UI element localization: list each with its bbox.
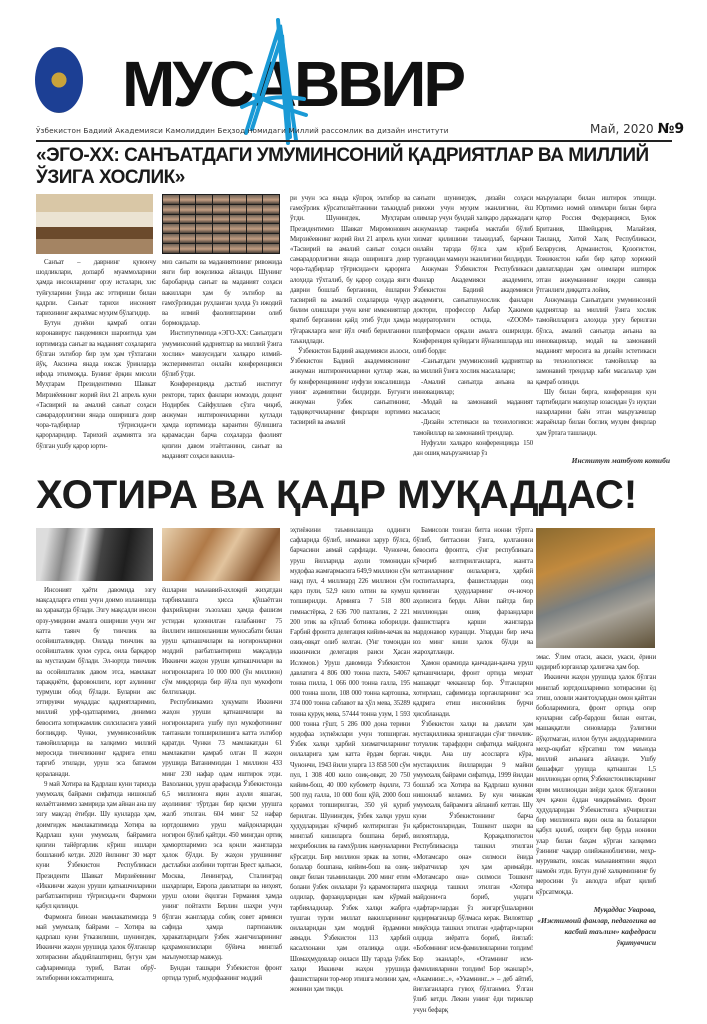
- paragraph: -Дизайн эстетикаси ва технологияси: тамойиллар ва замонавий трендлар.: [413, 419, 533, 437]
- veterans-bw-photo: [36, 528, 153, 581]
- sepia-family-photo: [162, 528, 280, 581]
- article1-column: [36, 258, 156, 452]
- paragraph: Анжуман Ўзбекистон Республикаси Фанлар Академияси академиги, Ўзбекистон Бадиий академияси академиги, санъатшунослик фанлари доктори, профессор Акбар Ҳакимов модераторлиги остида, «ZOOM» платформаси орқали амалга оширилди. Конференция қуйидаги йўналишларда иш олиб борди:: [413, 266, 533, 356]
- author-name: Муқаддас Уварова,: [593, 904, 656, 914]
- zoom-conference-photo: [162, 194, 280, 254]
- article2-headline: ХОТИРА ВА ҚАДР МУҚАДДАС!: [36, 473, 638, 517]
- article2-byline: [536, 904, 656, 948]
- paragraph: ёшларни маънавий-ахлоқий жиҳатдан тарбиялашга ҳисса қўшаётган фахрийларни эъзозлаш ҳамда фашизм устидан қозонилган ғалабанинг 75 йиллиги нишонланиши муносабати билан уруш қатнашчилари ва ногиронларини моддий рағбатлантириш мақсадида Иккинчи жаҳон уруши қатнашчилари ва ногиронларига 10 000 000 (ўн миллион) сўм миқдорида бир йўла пул мукофоти белгиланди.: [162, 587, 282, 697]
- masthead-subtitle: Ўзбекистон Бадиий Академияси Камолиддин Беҳзод номидаги Миллий рассомлик ва дизайн институти: [36, 126, 449, 135]
- paragraph: эҳтиёжини таъминлашда оддинги сафларида бўлиб, нимаики зарур бўлса, барчасини аямай сарфлади. Чунончи, уруш йилларида аҳоли томонидан мудофаа жамғармасига 649,9 миллион сўм нақд пул, 4 миллиард 226 миллион сўм қарз пули, 52,9 кило олтин ва кумуш топширилди. Армияга 7 518 800 гимнастёрка, 2 636 700 пахталик, 2 221 200 этик ва кўплаб ботинка юборилди. Ғарбий фронтга делегация кийим-кечак ва озиқ-овқат олиб келган. (Унг томондан иккинчиси делегация раиси Ҳасан Исломов.) Уруш давомида Ўзбекистон давлатига 4 806 000 тонна пахта, 54067 тонна пилла, 1 066 000 тонна ғалла, 195 000 тонна шоли, 108 000 тонна картошка, 374 000 тонна сабзавот ва ҳўл мева, 35289 тонна қуруқ мева, 57444 тонна узум, 1 593 000 тонна гўшт, 5 286 000 дона терини мудофаа эҳтиёжлари учун топширган. Ўзбек халқи ҳарбий хизматчиларнинг оилаларига ҳам катта ёрдам берган. Чунончи, 1943 йили уларга 13 858 500 сўм пул, 1 308 400 кило озиқ-овқат, 20 750 кийим-бош, 40 000 кубометр ёқилғи, 73 500 пуд ғалла, 10 000 бош қўй, 2000 бош қорамол топширилган, 350 уй қуриб берилган. Шунингдек, ўзбек халқи уруш ҳудудларидан кўчириб келтирилган ўн минглаб кишиларга бошпана бериб, меҳрибонлик ва ғамхўрлик намуналарини кўрсатди. Бир миллион эркак ва хотин, болалар бошпана, кийим-бош ва озиқ-овқат билан таъминланди. 200 минг етим болани ўзбек оилалари ўз қарамоғларига олдилар, фарзандларидан кам кўрмай тарбияладилар. Ўзбек халқи жабрга тушган турли миллат вакилларининг оилаларидан ҳам моддий ёрдамини аямади. Ўзбекистон 113 ҳарбий касалхонани ҳам оталиққа олди. Шомаҳмудовлар оиласи Шу тарзда ўзбек халқи Иккинчи жаҳон урушида фашистларни тор-мор этишга молини ҳам, жонини ҳам тикди.: [290, 527, 410, 994]
- article2-column: [536, 653, 656, 898]
- paragraph: -Амалий санъатда анъана ва инновациялар;: [413, 378, 533, 396]
- academy-seal-logo: [35, 47, 83, 113]
- paragraph: эмас. Ўлим отаси, акаси, укаси, ёрини қидириб юрганлар ҳалигача ҳам бор.: [536, 654, 656, 672]
- paragraph: Анжуманда Санъатдаги умуминсоний қадриятлар ва миллий ўзига хослик тамойилларига алоҳида урғу берилган бўлса, амалий санъатда анъана ва инновациялар, модай ва замонавий маданият меросига ва дизайн эстетикаси ва технологияси: тамойиллар ва замонавий трендлар каби масалалар ҳам қамраб олинди.: [536, 297, 656, 386]
- paragraph: маърузалари билан иштирок этишди. Юртимиз номий олимлари билан бирга қатор Россия Федерацияси, Буюк Британия, Швейцария, Малайзия, Таиланд, Хитой Халқ Республикаси, Беларусия, Арманистон, Қозоғистон, Тожикистон каби бир қатор хорижий давлатлардан ҳам олимлари иштирок этган анжуманнинг юқори савияда ўтганлиги диққатга лойиқ.: [536, 195, 656, 294]
- paragraph: Конференцияда дастлаб институт ректори, тарих фанлари номзоди, доцент Нодирбек Сайфуллаев сўзга чиқиб, анжуман иштирокчиларини қутлади ҳамда юртимизда карантин бўлишига қарамасдан барча соҳаларда фаолият қизғин давом этаётганини, санъат ва маданият соҳаси вакилла-: [162, 381, 282, 460]
- author-position: «Ижтимоий фанлар, педагогика ва касбий таълим» кафедраси ўқитувчиси: [537, 915, 656, 947]
- paragraph: Санъат – даврнинг қувончу шодликлари, долзарб муаммоларини ҳамда инсонларнинг орзу исталари, хис туйғуларини ўзида акс эттириши билан қадрли. Санъат тарихи инсоният тарихининг ажралмас муҳим бўлагидир.: [36, 259, 156, 318]
- article1-column: [290, 194, 410, 429]
- article1-column: [536, 194, 656, 439]
- masthead-title: МУСАВВИР: [122, 48, 464, 120]
- issue-date: Май, 2020: [590, 122, 654, 136]
- article1-headline: «ЭГО-ХХ: САНЪАТДАГИ УМУМИНСОНИЙ ҚАДРИЯТЛАР ВА МИЛЛИЙ ЎЗИГА ХОСЛИК»: [36, 145, 649, 188]
- article2-column: [290, 526, 410, 995]
- paragraph: Республикамиз ҳукумати Иккинчи жаҳон уруши қатнашчилари ва ногиронларига ушбу пул мукофотининг тантанали топширилишига катта эътибор қаратди. Чунки 73 мамлакатдан 61 мамлакатни қамраб олган II жаҳон урушида Ватанимиздан 1 миллион 433 минг 230 нафар одам иштирок этди. Вахоланки, уруш арафасида Ўзбекистонда 6,5 миллионга яқин аҳоли яшаган, аҳолининг тўртдан бир қисми урушга жалб этилган. 604 минг 52 нафар юртдошимиз уруш майдонларидан ногирон бўлиб қайтди. 450 мингдан ортиқ ҳамюртларимиз эса қонли жангларда ҳалок бўлди. Бу жаҳон урушининг дастлабки азобини тортган Брест қалъаси, Москва, Ленинград, Сталинград шаҳарлари, Европа давлатлари ва ниҳоят, уруш олови ёқилган Германия ҳамда унинг пойтахти Берлин шаҳри учун бўлган жангларда собиқ совет армияси сафида ҳамда партизанлик ҳаракатларидаги ўзбек жангчиларининг қаҳрамонликлари бўйича минглаб маълумотлар мавжуд.: [162, 699, 282, 962]
- article1-byline: Институт матбуот котиби: [571, 456, 670, 465]
- article2-column: [162, 586, 282, 984]
- paragraph: Ўзбекистон Бадиий академияси аъзоси, Ўзбекистон Бадиий академиясининг анжуман иштирокчиларини қутлар экан, бу конференциянинг нуфузи юксалишида унинг аҳамиятини билдирди. Бугунги анжуман ўзбек санъатининг, тадқиқотчиларнинг фикрлари юртимиз тасвирий ва амалий: [290, 348, 410, 427]
- conference-room-photo: [36, 194, 153, 254]
- paragraph: Инсоният ҳаёти давомида эзгу мақсадларга етиш учун доимо изланишда ва ҳаракатда бўлади. Эзгу мақсадли инсон орзу-умидини амалга ошириши учун энг катта таянч бу тинчлик ва осойишталикдир. Оилада тинчлик ва осойишталик ҳукм сурса, оила барқарор ва мустаҳкам бўлади. Эл-юртда тинчлик ва осойишталик давом этса, мамлакат тараққиёти, фаровонлиги, юрт аҳлининг турмуши обод бўлади. Буларни акс эттирувчи муқаддас қадриятларимиз, миллий урф-одатларимиз, динимиз бевосита хотиржамлик силсиласига узвий боғлиқдир. Чунки, умуминсонийлик тамойилларида ва халқимиз миллий меросида тинчликнинг қадрига етиш тарғиб этилади, уруш эса батамом қораланади.: [36, 587, 156, 778]
- issue-number: №9: [657, 121, 685, 137]
- paragraph: Ўзбекистон халқи ва давлати ҳам мустақилликка эришгандан сўнг тинчлик-тотувлик тарафдори сифатида майдонга чиқди. Ана шу асосларга кўра, мустақиллик йилларидан 9 майни умумхалқ байрами сифатида, 1999 йилдан бошлаб эса Хотира ва Қадрлаш кунини нишонлаб келамиз. Бу кун чинакам умумхалқ байрамига айланиб кетган. Шу куни Ўзбекистоннинг барча қабристонларидан, Тошкент шаҳри ва вилоятларда, Қорақалпоғистон Республикасида ташкил этилган «Мотамсаро она» силмоси ёнида зиёратчилар ҳеч ҳам аримайди. «Мотамсаро она» силмоси Тошкент шаҳрида ташкил этилган «Хотира майдони»га бориб, ундаги «дафтар»лардан ўз жигаргўшаларини қидирмаганлар бўлмаса керак. Вилоятлар миқёсида ташкил этилган «дафтар»ларни олдида зиёратга бориб, йиғлаб: «Бобомнинг исм-фамилияларини топдим! Бор эканлар!», «Отамнинг исм-фамилияларини топдим! Бор эканлар!», «Акамнинг...», «Укамнинг...» – деб айтиб, йиғлаганларга гувоҳ бўлганмиз. Ўлган ўлиб кетди. Лекин унинг ёди тириклар учун бефарқ: [413, 720, 533, 1014]
- paragraph: Ҳамон орамизда қанчадан-қанча уруш қатнашчилари, фронт ортида меҳнат машаққат чекканлар бор. Ўтганларни хотирлаш, сафимизда юрганларнинг эса қадрига етиш инсонийлик бурчи ҳисобланади.: [413, 659, 533, 718]
- paragraph: -Модай ва замонавий маданият масаласи;: [413, 399, 533, 417]
- masthead-divider: [36, 140, 672, 142]
- paragraph: санъати шунингдек, дизайн соҳаси ривожи учун муҳим эканлигини, ёш олимлар учун бундай халқаро даражадаги анжуманлар тажриба мактаби бўлиб хизмат қилишини таъкидлаб, барчани онлайн тарзда бўлса ҳам кўриб турганидан мамнун эканлигини билдирди.: [413, 195, 533, 264]
- article1-column: [162, 258, 282, 462]
- article1-column: [413, 194, 533, 459]
- paragraph: Фармонга биноан мамлакатимизда 9 май умумхалқ байрами – Хотира ва қадрлаш куни ўтказилиши, шунингдек, Иккинчи жаҳон урушида ҳалок бўлганлар хотирасини абадийлаштириш, бугун ҳам сафларимизда туриб, Ватан обрў-эътиборини юксалтиришга,: [36, 913, 156, 982]
- article2-column-with-byline: [536, 653, 656, 948]
- paragraph: 9 май Хотира ва Қадрлаш куни тарихда умумхалқ байрами сифатида нишонлаб келаётганимиз замирида ҳам айнан ана шу эзгу мақсад ётибди. Шу кунларда ҳам, доимгидек мамлакатимизда Хотира ва Қадрлаш куни умумхалқ байрамига қизғин тайёргарлик кўриш ишлари бошланиб кетди. 2020 йилнинг 30 март куни Ўзбекистон Республикаси Президенти Шавкат Мирзиёевнинг «Иккинчи жаҳон уруши қатнашчиларини рағбатлантириш тўғрисида»ги Фармони қабул қилинди.: [36, 780, 156, 911]
- article2-column: [413, 526, 533, 1016]
- masthead: [122, 40, 482, 124]
- grieving-mother-monument-photo: [536, 528, 655, 648]
- paragraph: -Санъатдаги умуминсоний қадриятлар ва миллий ўзига хослик масалалари;: [413, 358, 533, 376]
- paragraph: миз санъати ва маданиятининг ривожида янги бир воқеликка айланди. Шунинг баробарида санъат ва маданият соҳаси вакиллари ҳам бу эътибор ва ғамхўрликдан руҳланган ҳолда ўз ижодий ва илмий фаолиятларини олиб бормоқдалар.: [162, 259, 282, 328]
- paragraph: Иккинчи жаҳон урушида ҳалок бўлган минглаб юртдошларимиз хотирасини ёд этиш, оловли жанггоҳлардан омон қайтган боболаримизга, фронт ортида оғир кунларни сабр-бардош билан енгган, машаққатли синовларда ўзлигини йўқотмаган, иллои бутун аждодларимизга меҳр-оқибат кўрсатиш том маънода миллий анъанага айланди. Ушбу бешафқат урушда қатнашган 1,5 миллиондан ортиқ Ўзбекистонликларнинг ярим миллиондан зиёди ҳалок бўлганини ҳеч қачон ёддан чиқармаймиз. Фронт ҳудудларидан Ўзбекистонга кўчирилган бир миллионга яқин оила ва болаларни қабул қилиб, охирги бир бурда нонини улар билан баҳам кўрган халқимиз ўзининг чақдар олийжаноблигини, меҳр-муруввати, юксак маънавиятини яққол намоён этди. Бутун дунё халқимизнинг бу меросини ўз авлодга ибрат қилиб кўрсатмоқда.: [536, 674, 656, 896]
- issue-info: [590, 121, 684, 137]
- paragraph: ри учун эса янада кўпроқ эътибор ва ғамхўрлик кўрсатилаётганини таъкидлаб ўтди. Шунингдек, Муҳтарам Президентимиз Шавкат Миромонович Мирзиёевнинг жорий йил 21 апрель куни «Тасвирий ва амалий санъат соҳаси самарадорлигини янада оширишга доир чора-тадбирлар тўғрисида»ги қарорига алоҳида тўхталиб, бу қарор соҳада янги даврни бошлаб берганини, ёшларни тасвирий ва амалий соҳаларида чуқур билим олишлари учун кенг имкониятлар яратиб берганини қайд этиб ўтди ҳамда тўгаракларга кенг йўл очиб берилганини таъкидлади.: [290, 195, 410, 345]
- article2-column: [36, 586, 156, 984]
- paragraph: Институтимизда «ЭГО-ХХ: Санъатдаги умуминсоний қадриятлар ва миллий ўзига хослик» мавзусидаги халқаро илмий-экспериментал онлайн конференцияси бўлиб ўтди.: [162, 330, 282, 379]
- paragraph: Бундан ташқари Ўзбекистон фронт ортида туриб, мудофаанинг моддий: [162, 964, 282, 982]
- paragraph: Нуфузли халқаро конференцияда 150 дан ошиқ маърузачилар ўз: [413, 439, 533, 458]
- paragraph: Шу билан бирга, конференция кун тартибидаги мавзулар юзасидан ўз нуқтаи назарларини баён этган маърузачилар жараёнлар билан боғлиқ муҳим фикрлар ҳам ўртага ташланди.: [536, 388, 656, 437]
- paragraph: Бамисоли тонган битта нонни тўртга бўлиб, биттасини ўзига, қолганини бевосита фронтга, сўнг республикага кўчириб келтирилганларга, жангга кетганларнинг оилаларига, ҳарбий госпиталларга, фашистлардан озод қилинган ҳудудларнинг оч-ночор аҳолисига берди. Айни пайтда бир миллиондан ошиқ фарзандлари фашистларга қарши жангларда мардонавор курашди. Улардан бир неча юз минг киши ҳалок бўлди ва жароҳатланди.: [413, 527, 533, 657]
- paragraph: Бутун дунёни қамраб олган коронавирус пандемияси шароитида ҳам юртимизда санъат ва маданият соҳаларига бўлган эътибор бир зум ҳам тўхтагани йўқ. Аксинча янада юксак ўринларда ифода этилмоқда. Бунинг ёрқин мисоли Муҳтарам Президентимиз Шавкат Мирзиёевнинг жорий йил 21 апрель куни «Тасвирий ва амалий санъат соҳаси самарадорлигини янада оширишга доир чора-тадбирлар тўғрисида»ги қарорларидир. Тарихий аҳамиятга эга бўлган ушбу қарор юрти-: [36, 320, 156, 450]
